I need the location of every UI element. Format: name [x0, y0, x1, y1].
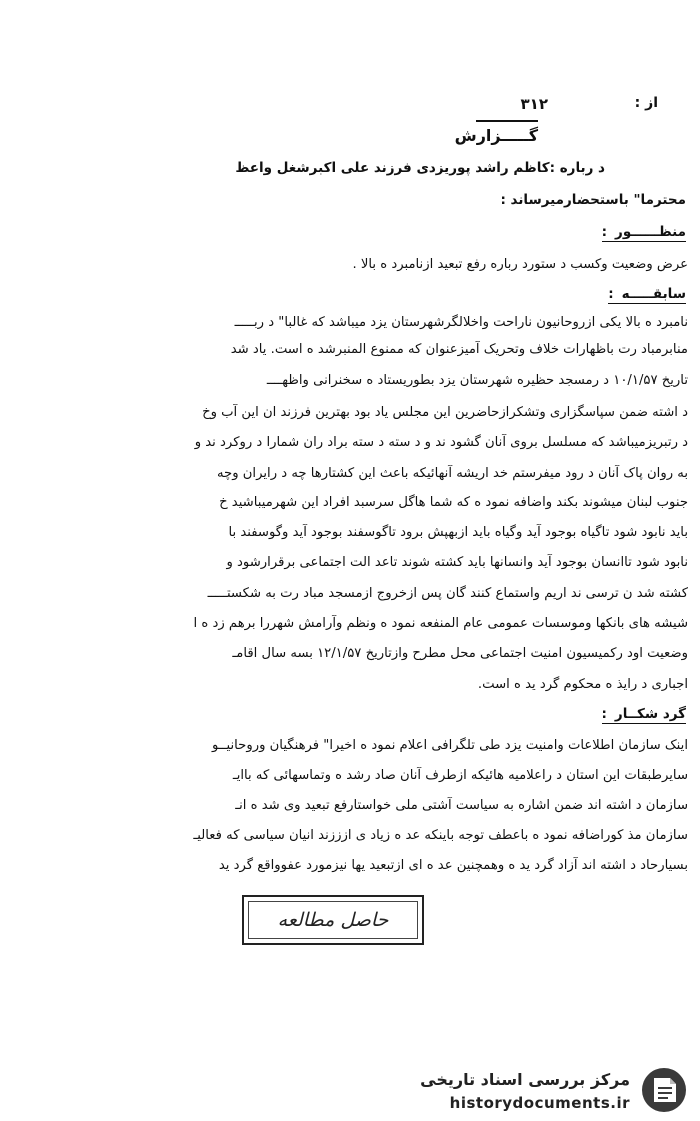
document-number: ۳۱۲	[520, 95, 548, 113]
watermark-url[interactable]: historydocuments.ir	[449, 1094, 630, 1112]
watermark	[388, 1064, 688, 1116]
background-line: وضعیت اود رکمیسیون امنیت اجتماعی محل مطرح وازتاریخ ۱۲/۱/۵۷ بسه سال اقامـ	[232, 646, 688, 661]
background-line: شیشه های بانکها وموسسات عمومی عام المنفعه نمود ه ونظم وآرامش شهررا برهم زد ه ا	[193, 616, 688, 631]
background-heading: سابقـــــه:	[608, 286, 686, 302]
background-line: جنوب لبنان میشوند بکند واضافه نمود ه که شما هاگل سرسبد افراد این شهرمیباشید خ	[219, 495, 688, 510]
background-line: تاریخ ۱۰/۱/۵۷ د رمسجد حظیره شهرستان یزد بطوریستاد ه سخنرانی واظهــــ	[266, 373, 688, 388]
purpose-heading-text: منظــــــور	[615, 224, 686, 240]
subject-line: د رباره :کاظم راشد پوریزدی فرزند علی اکبرشغل واعظ	[235, 160, 605, 176]
background-line: اجباری د رایذ ه محکوم گرد ید ه است.	[477, 677, 688, 692]
purpose-heading: منظــــــور:	[601, 224, 686, 240]
action-line: بسیارحاد د اشته اند آزاد گرد ید ه وهمچنین عد ه ای ازتبعید یها نیزمورد عفوواقع گرد ید	[218, 858, 688, 873]
action-line: سازمان مذ کوراضافه نمود ه باعطف توجه باینکه عد ه زیاد ی ازززند انیان سیاسی که فعالیـ	[193, 828, 688, 843]
action-heading: گرد شکــار:	[601, 706, 686, 722]
stamp-text: حاصل مطالعه	[248, 901, 418, 939]
watermark-org-name: مرکز بررسی اسناد تاریخی	[420, 1070, 630, 1089]
background-line: نابود شود تاانسان بوجود آید وانسانها باید کشته شوند تاعد الت اجتماعی برقرارشود و	[226, 555, 688, 570]
background-line: د رتبریزمیباشد که مسلسل بروی آنان گشود ند و د سته د سته براد ران شمارا د روکرد ند و	[194, 435, 688, 450]
background-heading-text: سابقـــــه	[621, 286, 686, 302]
background-line: باید نابود شود تاگیاه بوجود آید وگیاه باید ازبهپش برود تاگوسفند بوجود آید وگوسفند با	[228, 525, 688, 540]
document-title: گـــــزارش	[454, 126, 538, 145]
background-line: کشته شد ن ترسی ند اریم واستماع کنند گان پس ازخروج ازمسجد مباد رت به شکستـــــ	[207, 586, 688, 601]
action-line: سازمان د اشته اند ضمن اشاره به سیاست آشتی ملی خواستارفع تبعید وی شد ه انـ	[235, 798, 688, 813]
purpose-text: عرض وضعیت وکسب د ستورد رباره رفع تبعید ازنامبرد ه بالا .	[352, 257, 688, 272]
salutation: محترما" باستحضارمیرساند :	[500, 192, 686, 208]
from-label: از :	[634, 95, 658, 111]
action-heading-text: گرد شکــار	[614, 706, 686, 722]
background-line: منابرمباد رت باظهارات خلاف وتحریک آمیزعنوان که ممنوع المنبرشد ه است. یاد شد	[230, 342, 688, 357]
action-line: سایرطبقات این استان د راعلامیه هائیکه ازطرف آنان صاد رشد ه وتماسهائی که باایـ	[232, 768, 688, 783]
handwritten-stamp	[242, 895, 424, 945]
background-line: نامبرد ه بالا یکی ازروحانیون ناراحت واخلالگرشهرستان یزد میباشد که غالبا" د ربـــــ	[234, 315, 688, 330]
archive-logo-icon	[640, 1066, 688, 1114]
background-line: به روان پاک آنان د رود میفرستم خد اریشه آنهائیکه باعث این کشتارها چه د رایران وچه	[216, 466, 688, 481]
background-line: د اشته ضمن سپاسگزاری وتشکرازحاضرین این مجلس یاد بود بهترین فرزند ان این آب وخ	[202, 405, 688, 420]
action-line: اینک سازمان اطلاعات وامنیت یزد طی تلگرافی اعلام نمود ه اخیرا" فرهنگیان وروحانیــو	[211, 738, 688, 753]
